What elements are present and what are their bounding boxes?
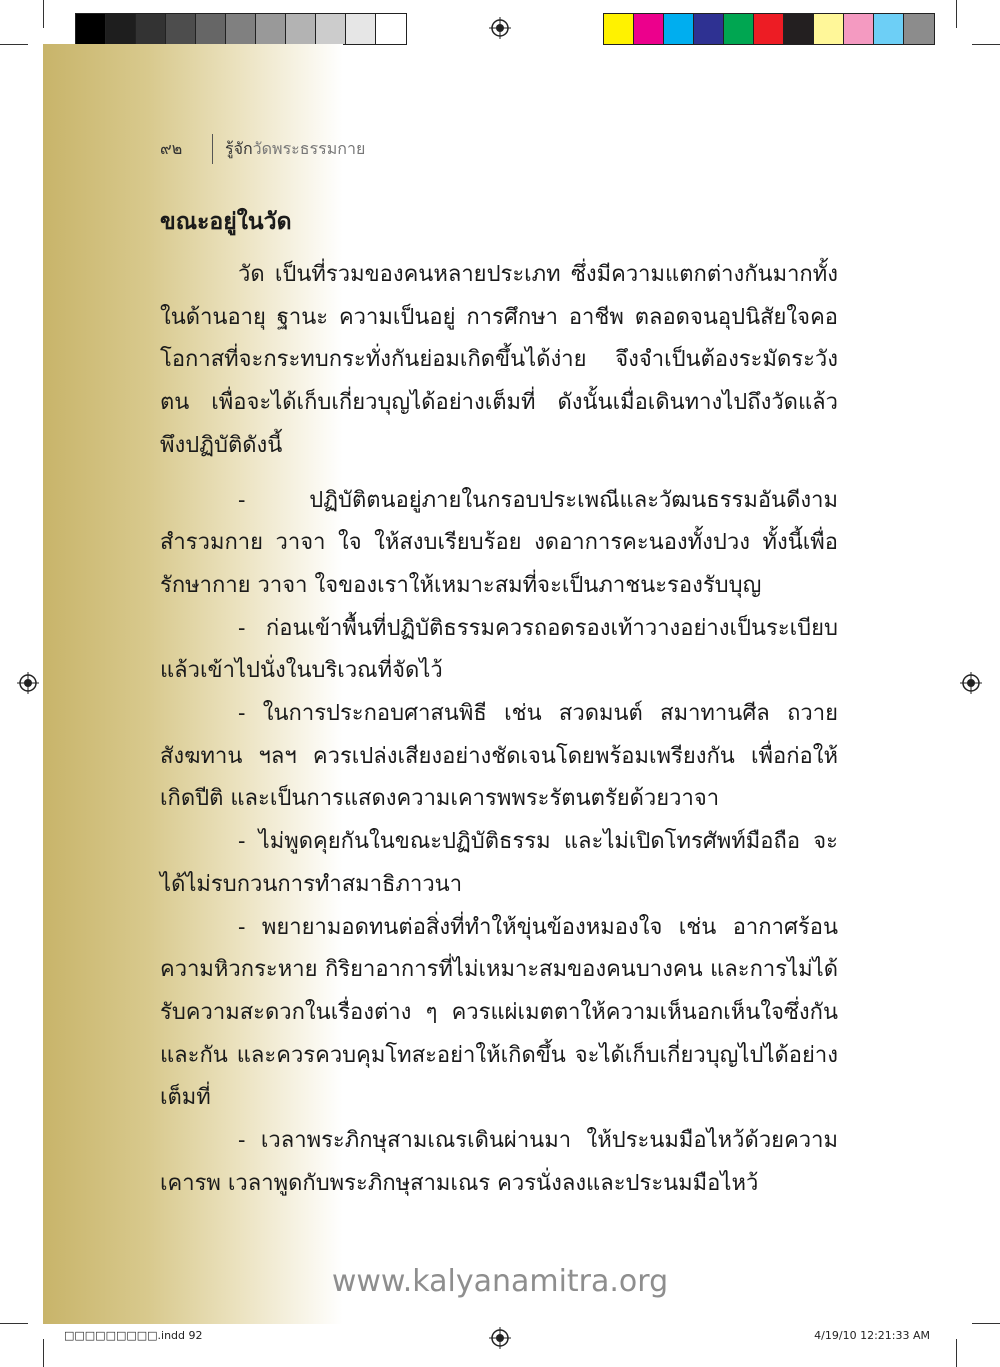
crop-mark — [956, 1339, 957, 1367]
website-watermark: www.kalyanamitra.org — [331, 1264, 669, 1299]
cmyk-color-bar — [603, 13, 935, 45]
color-swatch — [316, 14, 346, 44]
header-title-part1: รู้จัก — [225, 138, 253, 158]
color-swatch — [814, 14, 844, 44]
color-swatch — [376, 14, 406, 44]
color-swatch — [196, 14, 226, 44]
crop-mark — [972, 44, 1000, 45]
body-text — [160, 254, 838, 1205]
color-swatch — [724, 14, 754, 44]
header-divider — [212, 134, 213, 164]
running-header — [160, 134, 365, 164]
color-swatch — [844, 14, 874, 44]
color-swatch — [664, 14, 694, 44]
color-swatch — [226, 14, 256, 44]
color-swatch — [904, 14, 934, 44]
paragraph-item: - ปฏิบัติตนอยู่ภายในกรอบประเพณีและวัฒนธรรมอันดีงาม สำรวมกาย วาจา ใจ ให้สงบเรียบร้อย งดอาการคะนองทั้งปวง ทั้งนี้เพื่อรักษากาย วาจา ใจของเราให้เหมาะสมที่จะเป็นภาชนะรองรับบุญ — [160, 487, 838, 598]
color-swatch — [106, 14, 136, 44]
slug-timestamp: 4/19/10 12:21:33 AM — [814, 1329, 930, 1342]
color-swatch — [694, 14, 724, 44]
registration-mark-icon — [489, 1327, 511, 1349]
color-swatch — [286, 14, 316, 44]
crop-mark — [0, 44, 28, 45]
color-swatch — [634, 14, 664, 44]
color-swatch — [166, 14, 196, 44]
color-swatch — [136, 14, 166, 44]
grayscale-color-bar — [75, 13, 407, 45]
slug-filename: □□□□□□□□□.indd 92 — [64, 1329, 203, 1342]
color-swatch — [346, 14, 376, 44]
paragraph-item: - ไม่พูดคุยกันในขณะปฏิบัติธรรม และไม่เปิดโทรศัพท์มือถือ จะได้ไม่รบกวนการทำสมาธิภาวนา — [160, 829, 838, 897]
registration-mark-icon — [17, 672, 39, 694]
crop-mark — [972, 1323, 1000, 1324]
color-swatch — [874, 14, 904, 44]
color-swatch — [256, 14, 286, 44]
paragraph-item: - เวลาพระภิกษุสามเณรเดินผ่านมา ให้ประนมมือไหว้ด้วยความเคารพ เวลาพูดกับพระภิกษุสามเณร ควรนั่งลงและประนมมือไหว้ — [160, 1128, 838, 1196]
crop-mark — [43, 1339, 44, 1367]
color-swatch — [754, 14, 784, 44]
crop-mark — [0, 1323, 28, 1324]
registration-mark-icon — [960, 672, 982, 694]
paragraph-item: - ก่อนเข้าพื้นที่ปฏิบัติธรรมควรถอดรองเท้าวางอย่างเป็นระเบียบ แล้วเข้าไปนั่งในบริเวณที่จัดไว้ — [160, 615, 838, 684]
crop-mark — [956, 0, 957, 28]
color-swatch — [784, 14, 814, 44]
header-title-part2: วัดพระธรรมกาย — [252, 138, 366, 158]
registration-mark-icon — [489, 17, 511, 39]
page-number: ๙๒ — [160, 138, 183, 158]
paragraph-item: - พยายามอดทนต่อสิ่งที่ทำให้ขุ่นข้องหมองใจ เช่น อากาศร้อน ความหิวกระหาย กิริยาอาการที่ไม่เหมาะสมของคนบางคน และการไม่ได้รับความสะดวกในเรื่องต่าง ๆ ควรแผ่เมตตาให้ความเห็นอกเห็นใจซึ่งกันและกัน และควรควบคุมโทสะอย่าให้เกิดขึ้น จะได้เก็บเกี่ยวบุญไปได้อย่างเต็มที่ — [160, 914, 838, 1111]
crop-mark — [43, 0, 44, 28]
paragraph-intro: วัด เป็นที่รวมของคนหลายประเภท ซึ่งมีความแตกต่างกันมากทั้งในด้านอายุ ฐานะ ความเป็นอยู่ การศึกษา อาชีพ ตลอดจนอุปนิสัยใจคอ โอกาสที่จะกระทบกระทั่งกันย่อมเกิดขึ้นได้ง่าย จึงจำเป็นต้องระมัดระวังตน เพื่อจะได้เก็บเกี่ยวบุญได้อย่างเต็มที่ ดังนั้นเมื่อเดินทางไปถึงวัดแล้ว พึงปฏิบัติดังนี้ — [160, 262, 838, 458]
color-swatch — [76, 14, 106, 44]
section-heading: ขณะอยู่ในวัด — [160, 208, 292, 235]
color-swatch — [604, 14, 634, 44]
paragraph-item: - ในการประกอบศาสนพิธี เช่น สวดมนต์ สมาทานศีล ถวายสังฆทาน ฯลฯ ควรเปล่งเสียงอย่างชัดเจนโดยพร้อมเพรียงกัน เพื่อก่อให้เกิดปีติ และเป็นการแสดงความเคารพพระรัตนตรัยด้วยวาจา — [160, 701, 838, 812]
